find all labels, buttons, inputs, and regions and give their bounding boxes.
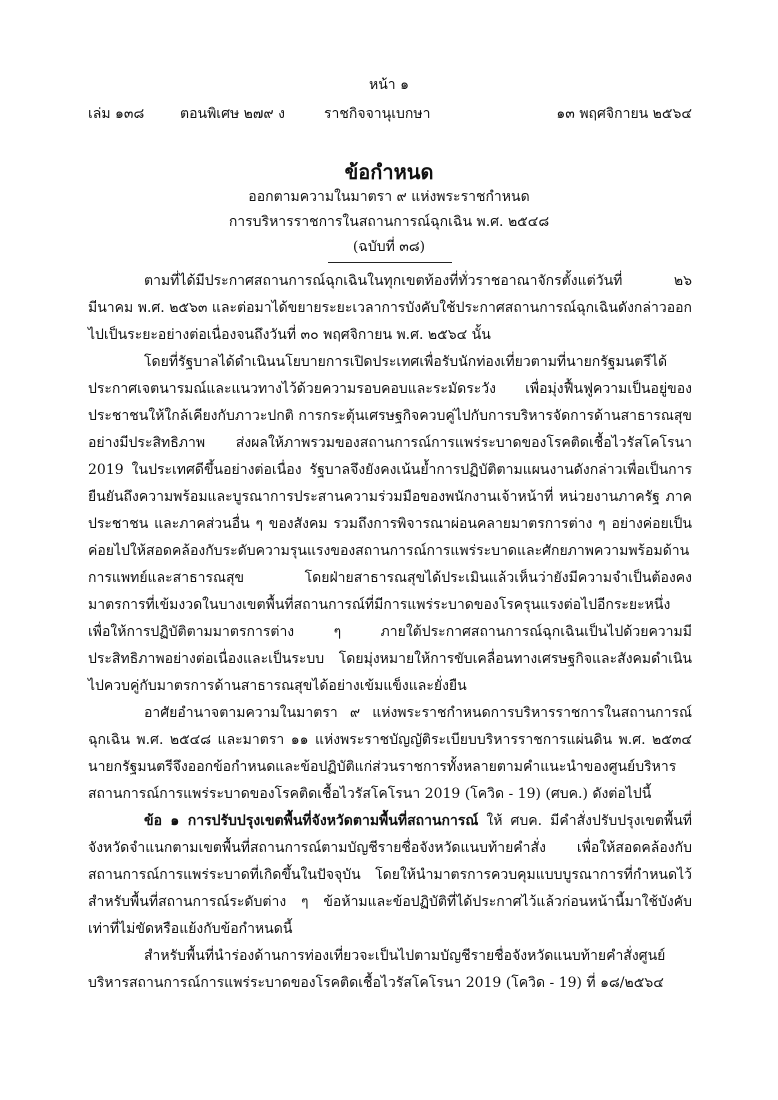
- document-body: [88, 268, 692, 997]
- page-number: หน้า ๑: [369, 77, 409, 93]
- paragraph-rationale: โดยที่รัฐบาลได้ดำเนินนโยบายการเปิดประเทศเพื่อรับนักท่องเที่ยวตามที่นายกรัฐมนตรีได้ประกาศเจตนารมณ์และแนวทางไว้ด้วยความรอบคอบและระมัดระวัง เพื่อมุ่งฟื้นฟูความเป็นอยู่ของประชาชนให้ใกล้เคียงกับภาวะปกติ การกระตุ้นเศรษฐกิจควบคู่ไปกับการบริหารจัดการด้านสาธารณสุขอย่างมีประสิทธิภาพ ส่งผลให้ภาพรวมของสถานการณ์การแพร่ระบาดของโรคติดเชื้อไวรัสโคโรนา 2019 ในประเทศดีขึ้นอย่างต่อเนื่อง รัฐบาลจึงยังคงเน้นย้ำการปฏิบัติตามแผนงานดังกล่าวเพื่อเป็นการยืนยันถึงความพร้อมและบูรณาการประสานความร่วมมือของพนักงานเจ้าหน้าที่ หน่วยงานภาครัฐ ภาคประชาชน และภาคส่วนอื่น ๆ ของสังคม รวมถึงการพิจารณาผ่อนคลายมาตรการต่าง ๆ อย่างค่อยเป็นค่อยไปให้สอดคล้องกับระดับความรุนแรงของสถานการณ์การแพร่ระบาดและศักยภาพความพร้อมด้านการแพทย์และสาธารณสุข โดยฝ่ายสาธารณสุขได้ประเมินแล้วเห็นว่ายังมีความจำเป็นต้องคงมาตรการที่เข้มงวดในบางเขตพื้นที่สถานการณ์ที่มีการแพร่ระบาดของโรครุนแรงต่อไปอีกระยะหนึ่ง เพื่อให้การปฏิบัติตามมาตรการต่าง ๆ ภายใต้ประกาศสถานการณ์ฉุกเฉินเป็นไปด้วยความมีประสิทธิภาพอย่างต่อเนื่องและเป็นระบบ โดยมุ่งหมายให้การขับเคลื่อนทางเศรษฐกิจและสังคมดำเนินไปควบคู่กับมาตรการด้านสาธารณสุขได้อย่างเข้มแข็งและยั่งยืน: [88, 354, 692, 694]
- gazette-header: [88, 103, 692, 125]
- clause-1-heading: ข้อ ๑ การปรับปรุงเขตพื้นที่จังหวัดตามพื้นที่สถานการณ์: [144, 813, 479, 829]
- subtitle-line-1: ออกตามความในมาตรา ๙ แห่งพระราชกำหนด: [248, 189, 530, 205]
- special-section: ตอนพิเศษ ๒๗๙ ง: [180, 106, 285, 122]
- paragraph-pilot-areas: สำหรับพื้นที่นำร่องด้านการท่องเที่ยวจะเป็นไปตามบัญชีรายชื่อจังหวัดแนบท้ายคำสั่งศูนย์บริหารสถานการณ์การแพร่ระบาดของโรคติดเชื้อไวรัสโคโรนา 2019 (โควิด - 19) ที่ ๑๘/๒๕๖๔: [88, 948, 666, 991]
- clause-1: [88, 808, 692, 943]
- subtitle-line-2: การบริหารราชการในสถานการณ์ฉุกเฉิน พ.ศ. ๒๕๔๘: [228, 214, 550, 230]
- paragraph-authority: อาศัยอำนาจตามความในมาตรา ๙ แห่งพระราชกำหนดการบริหารราชการในสถานการณ์ฉุกเฉิน พ.ศ. ๒๕๔๘ และมาตรา ๑๑ แห่งพระราชบัญญัติระเบียบบริหารราชการแผ่นดิน พ.ศ. ๒๕๓๔ นายกรัฐมนตรีจึงออกข้อกำหนดและข้อปฏิบัติแก่ส่วนราชการทั้งหลายตามคำแนะนำของศูนย์บริหารสถานการณ์การแพร่ระบาดของโรคติดเชื้อไวรัสโคโรนา 2019 (โควิด - 19) (ศบค.) ดังต่อไปนี้: [88, 705, 692, 802]
- clause-1-text: ให้ ศบค. มีคำสั่งปรับปรุงเขตพื้นที่จังหวัดจำแนกตามเขตพื้นที่สถานการณ์ตามบัญชีรายชื่อจังหวัดแนบท้ายคำสั่ง เพื่อให้สอดคล้องกับสถานการณ์การแพร่ระบาดที่เกิดขึ้นในปัจจุบัน โดยให้นำมาตรการควบคุมแบบบูรณาการที่กำหนดไว้สำหรับพื้นที่สถานการณ์ระดับต่าง ๆ ข้อห้ามและข้อปฏิบัติที่ได้ประกาศไว้แล้วก่อนหน้านี้มาใช้บังคับ เท่าที่ไม่ขัดหรือแย้งกับข้อกำหนดนี้: [88, 813, 692, 937]
- title-divider: [328, 262, 452, 263]
- publication-date: ๑๓ พฤศจิกายน ๒๕๖๔: [556, 106, 692, 122]
- paragraph-preamble: ตามที่ได้มีประกาศสถานการณ์ฉุกเฉินในทุกเขตท้องที่ทั่วราชอาณาจักรตั้งแต่วันที่ ๒๖ มีนาคม พ.ศ. ๒๕๖๓ และต่อมาได้ขยายระยะเวลาการบังคับใช้ประกาศสถานการณ์ฉุกเฉินดังกล่าวออกไปเป็นระยะอย่างต่อเนื่องจนถึงวันที่ ๓๐ พฤศจิกายน พ.ศ. ๒๕๖๔ นั้น: [88, 273, 692, 343]
- subtitle-line-3: (ฉบับที่ ๓๘): [352, 239, 426, 255]
- document-title: ข้อกำหนด: [344, 160, 434, 184]
- gazette-name: ราชกิจจานุเบกษา: [324, 106, 431, 122]
- volume-number: เล่ม ๑๓๘: [88, 106, 145, 122]
